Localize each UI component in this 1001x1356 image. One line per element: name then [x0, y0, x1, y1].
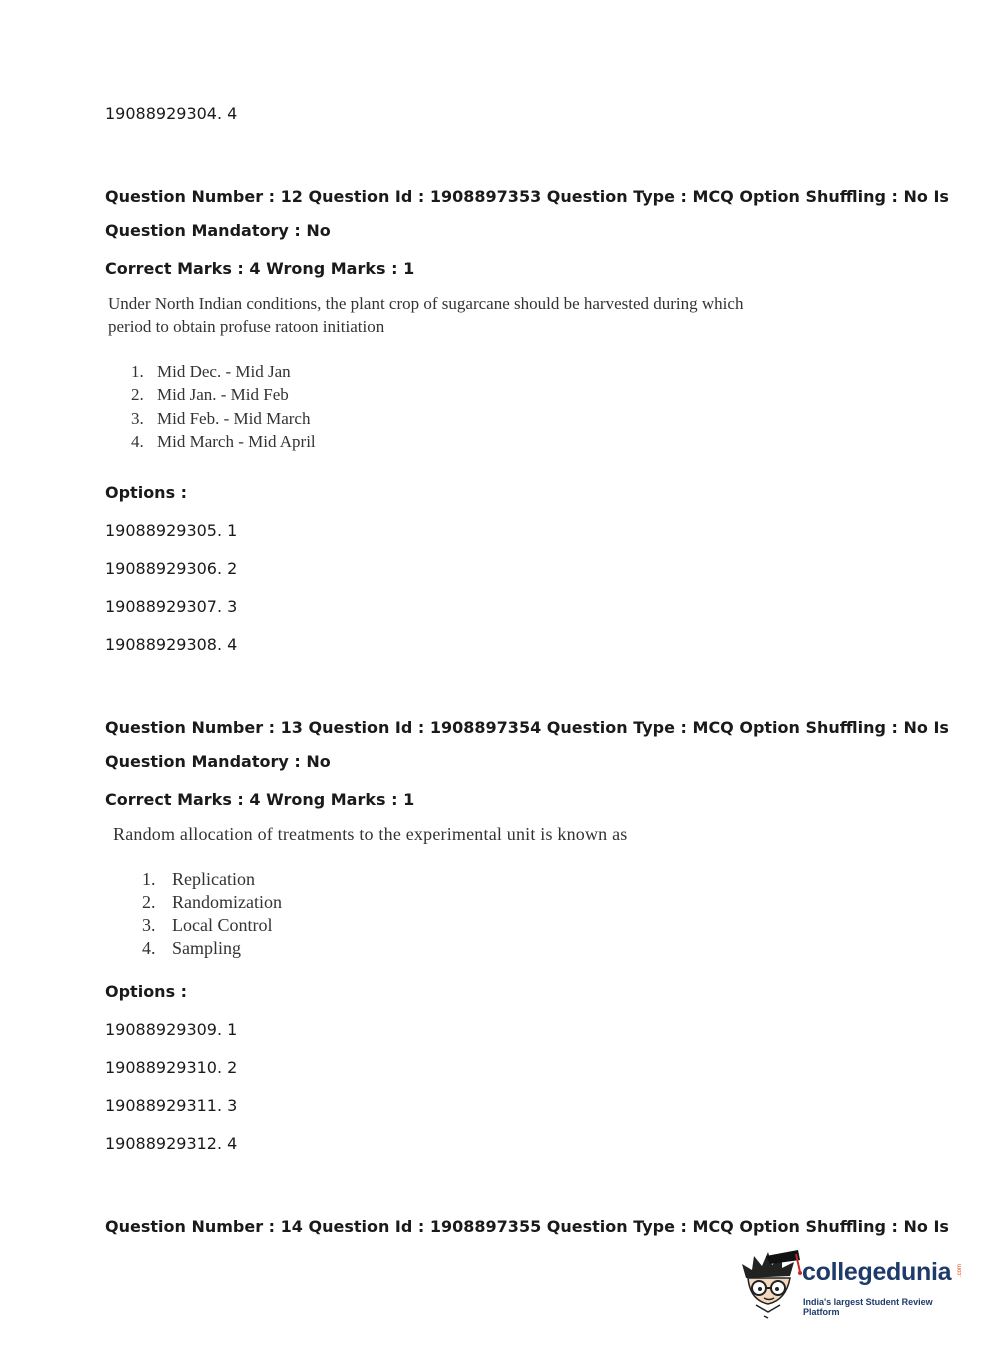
q12-question-line2: period to obtain profuse ratoon initiation: [108, 317, 385, 336]
q12-option-2: 19088929306. 2: [105, 559, 238, 578]
q13-question-line1: Random allocation of treatments to the experimental unit is known as: [113, 824, 628, 844]
q12-choice-text: Mid Jan. - Mid Feb: [157, 385, 289, 404]
logo-wordmark: collegedunia: [802, 1258, 952, 1286]
q12-marks: Correct Marks : 4 Wrong Marks : 1: [105, 259, 415, 278]
q12-choice-text: Mid Dec. - Mid Jan: [157, 362, 291, 381]
q13-choice-text: Replication: [172, 869, 255, 889]
logo-com-suffix: .com: [957, 1264, 963, 1278]
q12-choice-num: 1.: [131, 362, 144, 381]
q13-marks: Correct Marks : 4 Wrong Marks : 1: [105, 790, 415, 809]
q13-choice-text: Sampling: [172, 938, 242, 958]
q12-option-3: 19088929307. 3: [105, 597, 238, 616]
q13-choice-1: [142, 869, 255, 890]
q13-header-line2: Question Mandatory : No: [105, 752, 331, 771]
q12-option-4: 19088929308. 4: [105, 635, 238, 654]
q12-choice-num: 3.: [131, 409, 144, 428]
q13-choice-text: Local Control: [172, 915, 273, 935]
q12-option-1: 19088929305. 1: [105, 521, 238, 540]
q13-choice-4: [142, 938, 242, 959]
q13-choice-num: 3.: [142, 915, 156, 935]
q13-choice-text: Randomization: [172, 892, 282, 912]
q12-choice-text: Mid March - Mid April: [157, 432, 316, 451]
logo-tagline: India's largest Student Review Platform: [803, 1297, 933, 1317]
q13-choice-num: 2.: [142, 892, 156, 912]
q13-option-2: 19088929310. 2: [105, 1058, 238, 1077]
q13-header-line1: Question Number : 13 Question Id : 1908897354 Question Type : MCQ Option Shuffling : No Is: [105, 718, 949, 737]
q12-choice-2: [131, 385, 289, 405]
mascot-icon: [740, 1250, 802, 1320]
q13-option-3: 19088929311. 3: [105, 1096, 238, 1115]
q13-choice-2: [142, 892, 282, 913]
q14-header-line1: Question Number : 14 Question Id : 1908897355 Question Type : MCQ Option Shuffling : No Is: [105, 1217, 949, 1236]
option-prev-4: 19088929304. 4: [105, 104, 238, 123]
q13-options-label: Options :: [105, 982, 188, 1001]
q12-choice-3: [131, 409, 311, 429]
q13-option-4: 19088929312. 4: [105, 1134, 238, 1153]
q12-options-label: Options :: [105, 483, 188, 502]
q13-option-1: 19088929309. 1: [105, 1020, 238, 1039]
q13-choice-num: 4.: [142, 938, 156, 958]
q12-header-line1: Question Number : 12 Question Id : 1908897353 Question Type : MCQ Option Shuffling : No Is: [105, 187, 949, 206]
q12-choice-1: [131, 362, 291, 382]
q12-choice-num: 2.: [131, 385, 144, 404]
q12-question-line1: Under North Indian conditions, the plant crop of sugarcane should be harvested during which: [108, 294, 744, 313]
collegedunia-logo: [740, 1250, 970, 1320]
q12-choice-4: [131, 432, 316, 452]
q12-choice-num: 4.: [131, 432, 144, 451]
q12-choice-text: Mid Feb. - Mid March: [157, 409, 311, 428]
q12-header-line2: Question Mandatory : No: [105, 221, 331, 240]
q13-choice-num: 1.: [142, 869, 156, 889]
q13-choice-3: [142, 915, 273, 936]
